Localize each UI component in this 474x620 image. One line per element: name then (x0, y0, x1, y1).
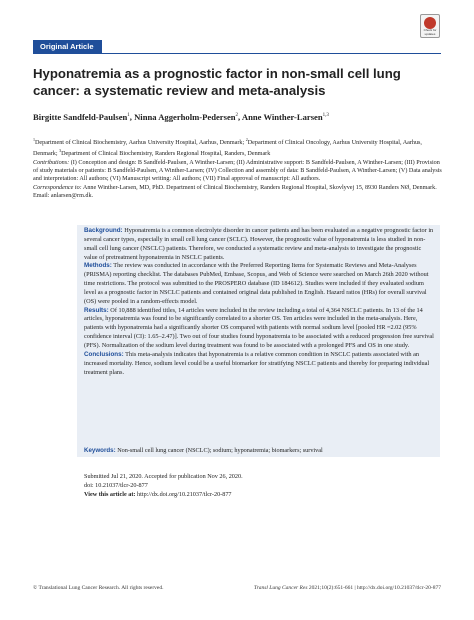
view-article-link[interactable]: http://dx.doi.org/10.21037/tlcr-20-877 (135, 491, 232, 498)
contributions-text: (I) Conception and design: B Sandfeld-Paulsen, A Winther-Larsen; (II) Administrative support: B Sandfeld-Paulsen, A Winther-Larsen; (III) Provision of study materials or patients: B Sandfeld-Paulsen, A Winther-Larsen; (IV) Collection and assembly of data: B Sandfeld-Paulsen, A Winther-Larsen; (V) Data analysis and interpretation: All authors; (VI) Manuscript writing: All authors; (VII) Final approval of manuscript: All authors. (33, 159, 442, 183)
keywords-label: Keywords: (84, 447, 116, 454)
correspondence (33, 184, 443, 201)
article-title: Hyponatremia as a prognostic factor in non-small cell lung cancer: a systematic review and meta-analysis (33, 66, 401, 98)
check-updates-text: Check for updates (423, 28, 437, 36)
keywords (84, 447, 436, 455)
view-article-label: View this article at: (84, 491, 136, 498)
results-label: Results: (84, 306, 109, 314)
abstract-background (84, 227, 436, 262)
correspondence-label: Correspondence to: (33, 184, 82, 191)
author-name: Anne Winther-Larsen (241, 112, 323, 122)
abstract (84, 227, 436, 377)
methods-label: Methods: (84, 262, 112, 270)
methods-text: The review was conducted in accordance with the Preferred Reporting Items for Systematic Reviews and Meta-Analyses (PRISMA) reporting checklist. The databases PubMed, Embase, Scopus, and Web of Science were searched on March 26th 2020 without time restrictions. The protocol was submitted to the PROSPERO database (ID 184612). Studies were included if they evaluated sodium level as a prognostic factor in NSCLC patients and contained original data published in English. Hazard ratios (HRs) for overall survival (OS) were pooled in a random-effects model. (84, 262, 429, 305)
author-affil-sup: 2 (235, 113, 239, 119)
copyright: © Translational Lung Cancer Research. All rights reserved. (33, 585, 164, 591)
affiliations-block (33, 136, 443, 200)
view-article-line (84, 490, 436, 499)
author-list: Birgitte Sandfeld-Paulsen$^1$, Ninna Aggerholm-Pedersen$^2$, Anne Winther-Larsen$^{1,3}$ (33, 112, 329, 122)
contributions (33, 159, 443, 184)
doi[interactable]: doi: 10.21037/tlcr-20-877 (84, 482, 148, 489)
conclusions-text: This meta-analysis indicates that hyponatremia is a relative common condition in NSCLC patients associated with an increased mortality. Hence, sodium level could be a useful biomarker for stratifying NSCLC patients and thereby for preparing individual treatment plans. (84, 350, 430, 376)
abstract-results (84, 307, 436, 351)
affil-text: Department of Clinical Biochemistry, Randers Regional Hospital, Randers, Denmark (61, 151, 271, 158)
affil-text: Department of Clinical Biochemistry, Aarhus University Hospital, Aarhus, Denmark; (35, 140, 246, 147)
results-text: Of 10,888 identified titles, 14 articles were included in the review including a total of 4,364 NSCLC patients. In 13 of the 14 articles, hyponatremia was found to be significantly correlated to a shorter OS. Ten articles were included in the meta-analysis. Here, patients with hyponatremia had a significantly shorter OS compared with patients with normal sodium level [pooled HR =2.02 (95% confidence interval (CI): 1.65–2.47)]. Two out of four studies found hyponatremia to be associated with a reduced progression free survival (PFS). Normalization of the sodium level during treatment was found to be associated with a prolonged PFS and OS in one study. (84, 306, 434, 349)
author-name: Birgitte Sandfeld-Paulsen (33, 112, 128, 122)
section-label: Original Article (33, 40, 102, 53)
journal-name: Transl Lung Cancer Res (253, 585, 308, 591)
submission-dates: Submitted Jul 21, 2020. Accepted for publication Nov 26, 2020. (84, 473, 243, 480)
affil-text: Department of Clinical Oncology, Aarhus University Hospital, Aarhus, Denmark; (33, 140, 422, 158)
author-affil-sup: 1,3 (322, 113, 329, 119)
author-affil-sup: 1 (127, 113, 130, 119)
journal-citation (254, 585, 441, 591)
affiliation-line (33, 136, 443, 159)
check-for-updates-badge[interactable] (420, 14, 440, 38)
affil-sup: 2 (245, 137, 248, 142)
background-text: Hyponatremia is a common electrolyte disorder in cancer patients and has been evaluated as a negative prognostic factor in several cancer types, especially in small cell lung cancer (SCLC). However, the prognostic value of hyponatremia is less studied in non-small cell lung cancer (NSCLC) patients. Therefore, we conducted a systematic review and meta-analysis to investigate the prognostic value of pretreatment hyponatremia in NSCLC patients. (84, 227, 434, 261)
author-name: Ninna Aggerholm-Pedersen (134, 112, 236, 122)
affil-sup: 3 (59, 148, 62, 154)
header-rule (33, 53, 441, 54)
abstract-methods (84, 262, 436, 306)
correspondence-text: Anne Winther-Larsen, MD, PhD. Department of Clinical Biochemistry, Randers Regional Hospital, Skovlyvej 15, 8930 Randers NØ, Denmark. Email: anlarsen@rm.dk. (33, 184, 437, 199)
citation-rest: 2021;10(2):651-661 | http://dx.doi.org/10.21037/tlcr-20-877 (307, 585, 441, 591)
submission-info (84, 472, 436, 499)
contributions-label: Contributions: (33, 159, 70, 166)
abstract-conclusions (84, 351, 436, 378)
affil-sup: 1 (33, 137, 35, 142)
background-label: Background: (84, 227, 123, 234)
conclusions-label: Conclusions: (84, 350, 124, 358)
keywords-text: Non-small cell lung cancer (NSCLC); sodium; hyponatremia; biomarkers; survival (115, 447, 323, 454)
